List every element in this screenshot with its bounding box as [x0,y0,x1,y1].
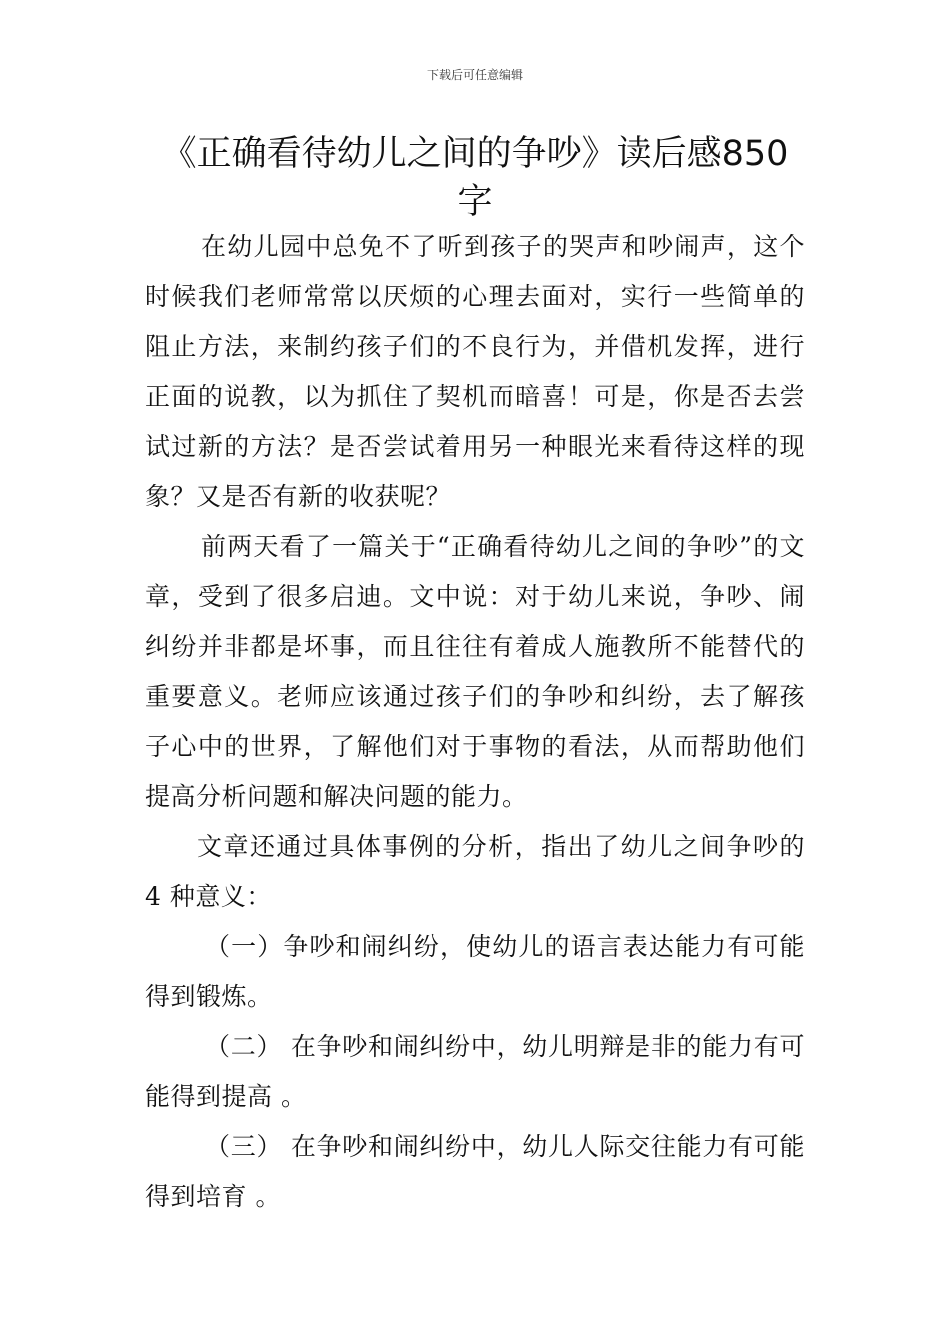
document-title: 《正确看待幼儿之间的争吵》读后感850字 [161,134,789,222]
list-item-1: （一）争吵和闹纠纷，使幼儿的语言表达能力有可能得到锻炼。 [145,932,805,1011]
paragraph-intro: 在幼儿园中总免不了听到孩子的哭声和吵闹声，这个时候我们老师常常以厌烦的心理去面对，实行一些简单的阻止方法，来制约孩子们的不良行为，并借机发挥，进行正面的说教，以为抓住了契机而暗喜！可是，你是否去尝试过新的方法？是否尝试着用另一种眼光来看待这样的现象？又是否有新的收获呢？ [145,232,805,511]
header-note: 下载后可任意编辑 [426,68,523,82]
paragraph-meanings-intro: 文章还通过具体事例的分析，指出了幼儿之间争吵的 4 种意义： [145,832,805,911]
list-item-2: （二） 在争吵和闹纠纷中，幼儿明辩是非的能力有可能得到提高 。 [145,1032,805,1111]
list-item-3: （三） 在争吵和闹纠纷中，幼儿人际交往能力有可能得到培育 。 [145,1132,805,1211]
paragraph-article: 前两天看了一篇关于“正确看待幼儿之间的争吵”的文章，受到了很多启迪。文中说：对于幼儿来说，争吵、闹纠纷并非都是坏事，而且往往有着成人施教所不能替代的重要意义。老师应该通过孩子们的争吵和纠纷，去了解孩子心中的世界，了解他们对于事物的看法，从而帮助他们提高分析问题和解决问题的能力。 [145,532,805,811]
document-body [145,222,805,1222]
